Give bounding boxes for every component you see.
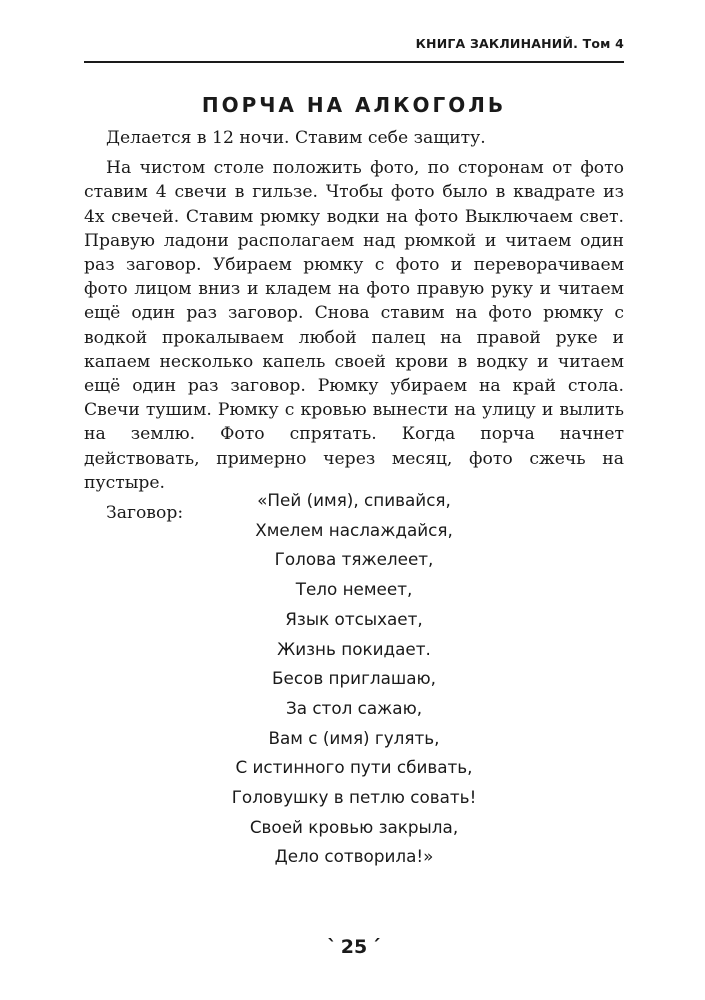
spell-line: «Пей (имя), спивайся, — [257, 490, 451, 510]
article-title: ПОРЧА НА АЛКОГОЛЬ — [201, 93, 507, 117]
page-ornament-left: ` — [327, 936, 337, 958]
spell-line: Бесов приглашаю, — [271, 668, 436, 689]
page-number: 25 — [340, 936, 368, 958]
spell-line: Язык отсыхает, — [285, 608, 423, 629]
paragraph-intro: Делается в 12 ночи. Ставим себе защиту. — [106, 128, 486, 148]
spell-line: С истинного пути сбивать, — [235, 757, 473, 778]
article-body — [84, 126, 624, 531]
paragraph-spell-heading: Заговор: — [106, 503, 184, 524]
paragraph-instructions: На чистом столе положить фото, по сторонам от фото ставим 4 свечи в гильзе. Чтобы фото было в квадрате из 4х свечей. Ставим рюмку водки на фото Выключаем свет. Правую ладони располагаем над рюмкой и читаем один раз заговор. Убираем рюмку с фото и переворачиваем фото лицом вниз и кладем на фото правую руку и читаем ещё один раз заговор. Снова ставим на фото рюмку с водкой прокалываем любой палец на правой руке и капаем несколько капель своей крови в водку и читаем ещё один раз заговор. Рюмку убираем на край стола. Свечи тушим. Рюмку с кровью вынести на улицу и вылить на землю. Фото спрятать. Когда порча начнет действовать, примерно через месяц, фото сжечь на пустыре. — [84, 158, 624, 493]
spell-line: Тело немеет, — [295, 579, 413, 600]
spell-text — [84, 486, 624, 872]
spell-line: Хмелем наслаждайся, — [255, 519, 453, 540]
spell-line: Своей кровью закрыла, — [249, 816, 459, 837]
spell-line: Вам с (имя) гулять, — [268, 727, 440, 748]
spell-line: Головушку в петлю совать! — [231, 787, 477, 808]
running-head: КНИГА ЗАКЛИНАНИЙ. Том 4 — [415, 36, 624, 51]
page-number-block — [84, 935, 624, 959]
page-ornament-right: ´ — [371, 936, 381, 958]
header-divider — [84, 61, 624, 63]
spell-line: Дело сотворила!» — [274, 846, 434, 867]
spell-line: Жизнь покидает. — [277, 638, 431, 659]
spell-line: Голова тяжелеет, — [274, 549, 434, 570]
spell-line: За стол сажаю, — [285, 697, 423, 718]
